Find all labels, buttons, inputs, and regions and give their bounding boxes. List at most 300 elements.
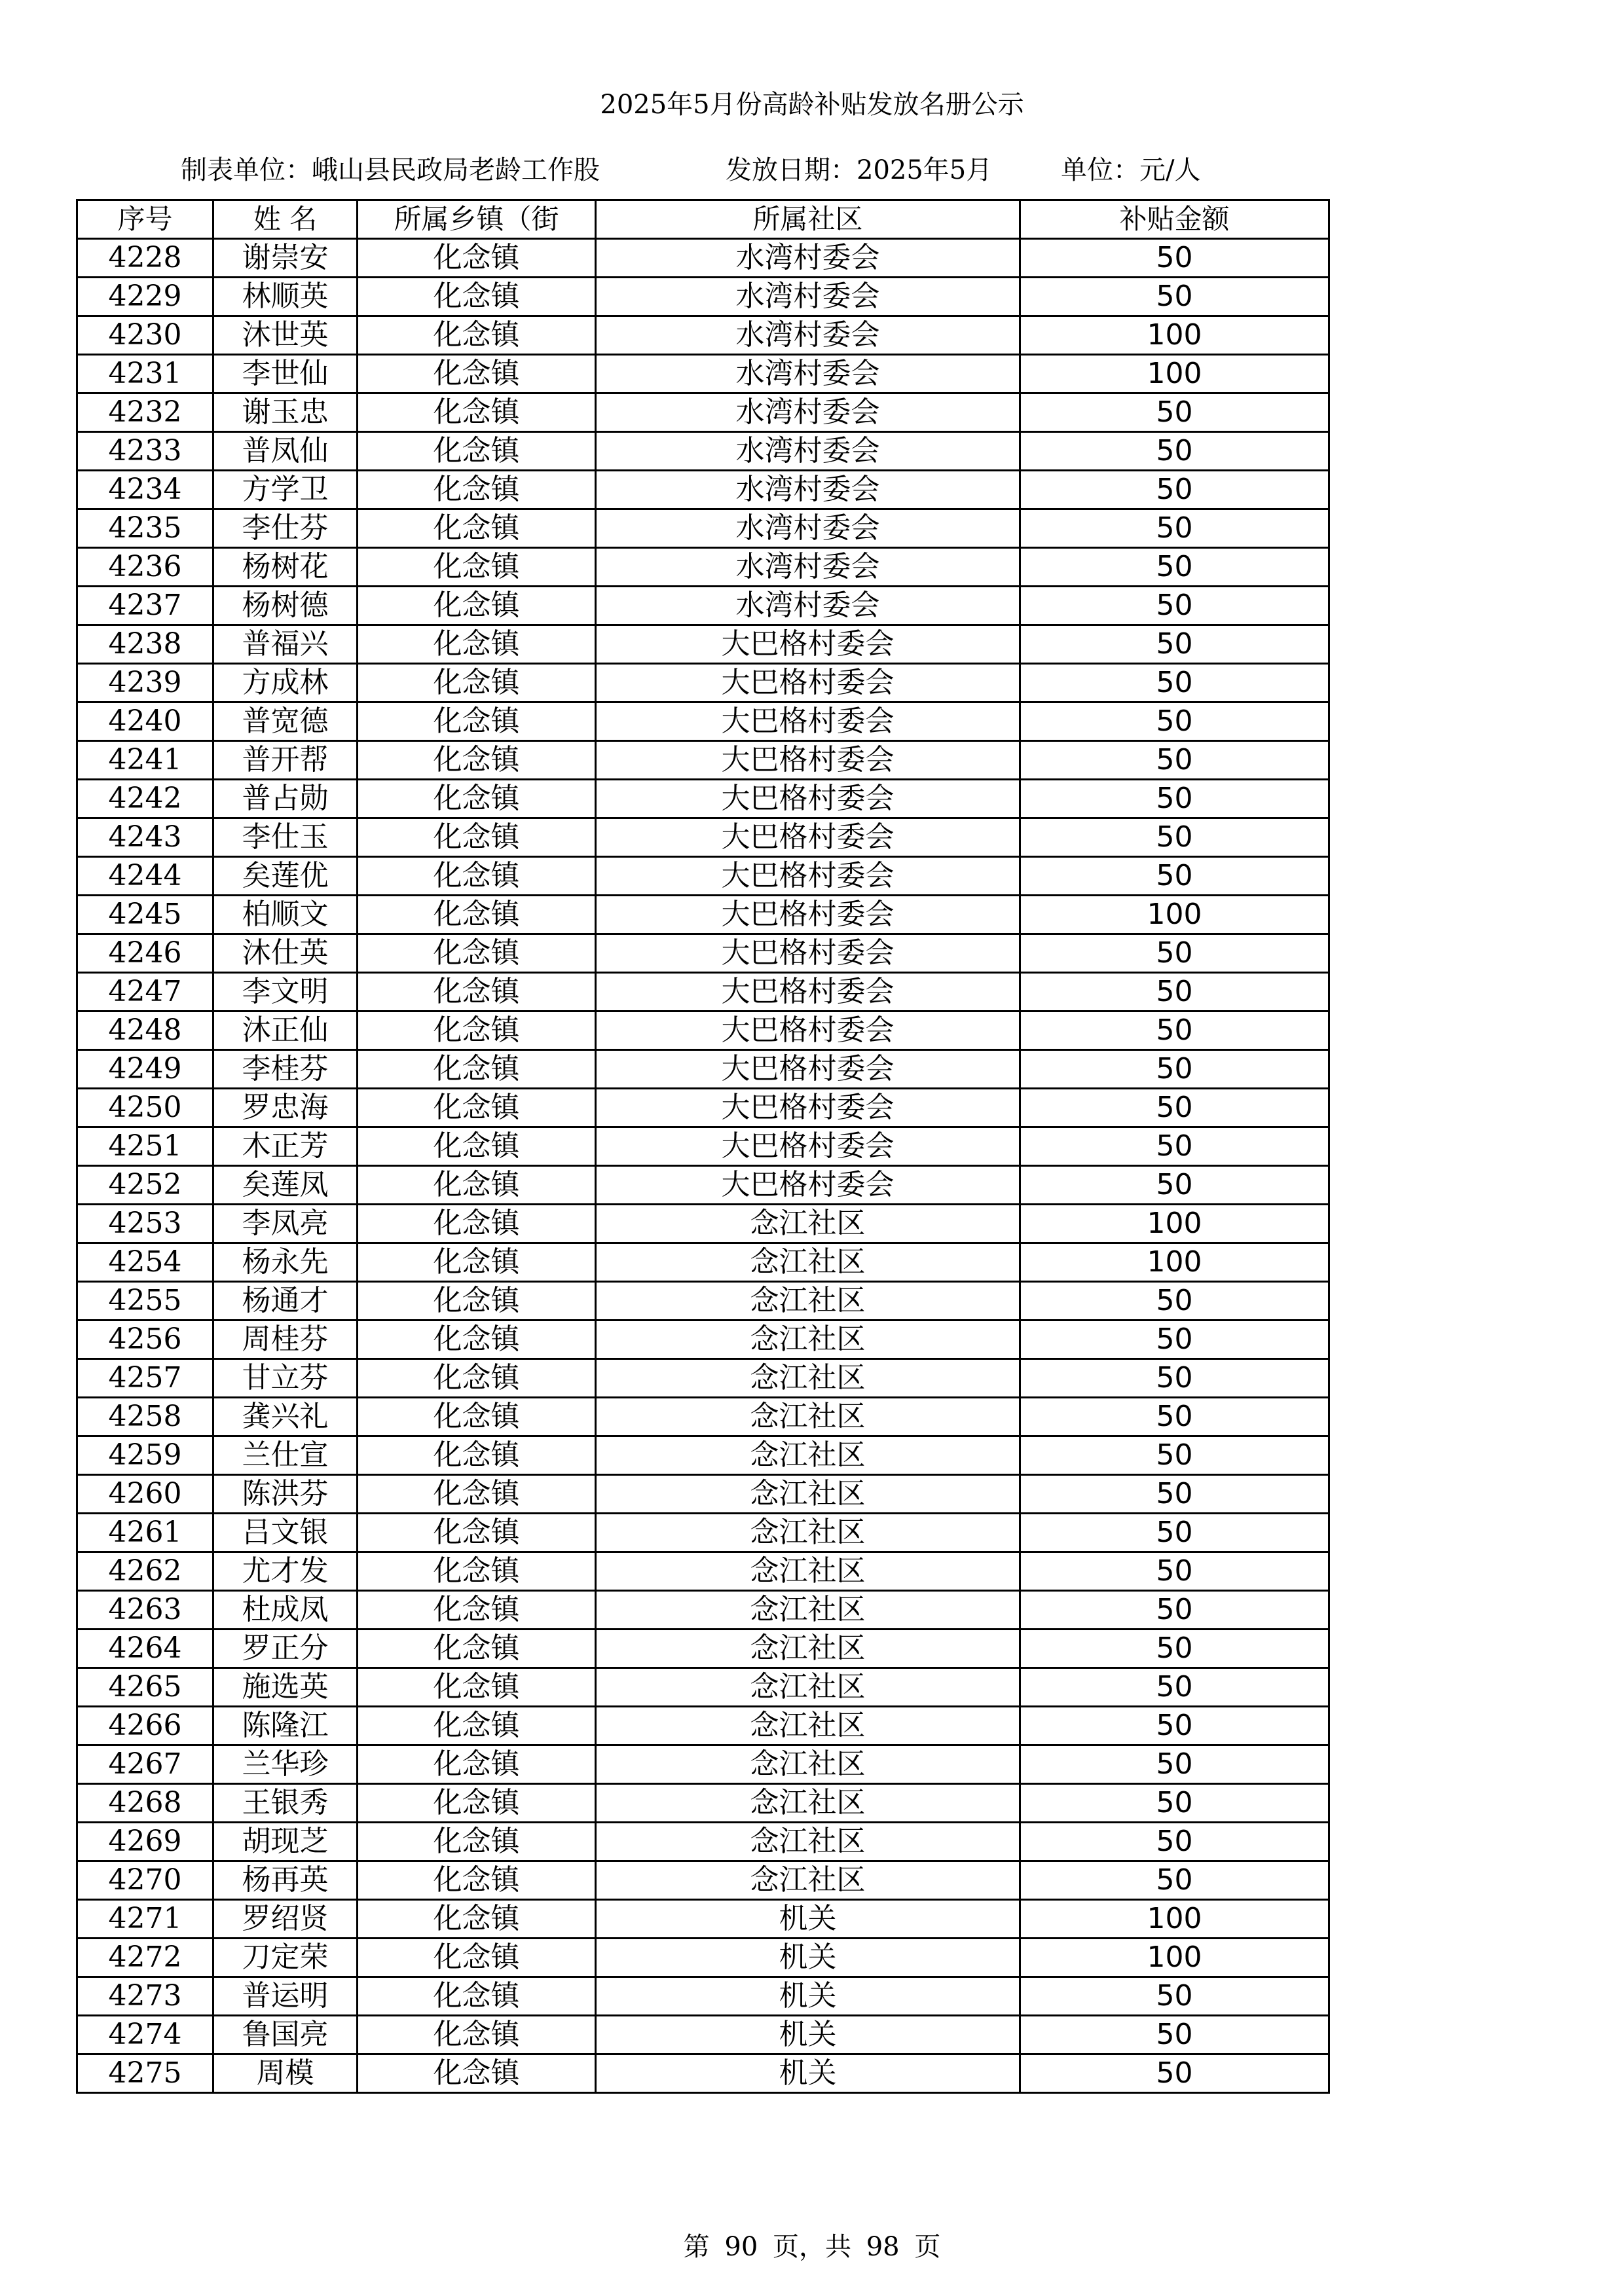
name-cell: 木正芳 — [213, 1127, 358, 1166]
township-cell: 化念镇 — [358, 355, 596, 393]
community-cell: 念江社区 — [596, 1745, 1020, 1784]
header-community: 所属社区 — [596, 200, 1020, 239]
table-row — [77, 393, 1329, 432]
name-cell: 沐仕英 — [213, 934, 358, 973]
name-cell: 龚兴礼 — [213, 1398, 358, 1436]
township-cell: 化念镇 — [358, 1243, 596, 1282]
township-cell: 化念镇 — [358, 934, 596, 973]
serial-number-cell: 4251 — [77, 1127, 213, 1166]
community-cell: 机关 — [596, 1977, 1020, 2016]
subsidy-amount-cell: 50 — [1020, 780, 1329, 818]
subsidy-amount-cell: 100 — [1020, 1939, 1329, 1977]
name-cell: 陈隆江 — [213, 1707, 358, 1745]
table-row — [77, 471, 1329, 509]
serial-number-cell: 4238 — [77, 625, 213, 664]
serial-number-cell: 4271 — [77, 1900, 213, 1939]
name-cell: 普福兴 — [213, 625, 358, 664]
subsidy-amount-cell: 50 — [1020, 1475, 1329, 1514]
community-cell: 念江社区 — [596, 1784, 1020, 1823]
table-row — [77, 973, 1329, 1011]
table-row — [77, 1166, 1329, 1205]
serial-number-cell: 4273 — [77, 1977, 213, 2016]
community-cell: 念江社区 — [596, 1205, 1020, 1243]
table-row — [77, 664, 1329, 702]
name-cell: 周模 — [213, 2054, 358, 2093]
township-cell: 化念镇 — [358, 625, 596, 664]
township-cell: 化念镇 — [358, 1475, 596, 1514]
community-cell: 大巴格村委会 — [596, 973, 1020, 1011]
header-name: 姓 名 — [213, 200, 358, 239]
name-cell: 谢玉忠 — [213, 393, 358, 432]
subsidy-amount-cell: 50 — [1020, 1436, 1329, 1475]
serial-number-cell: 4258 — [77, 1398, 213, 1436]
table-row — [77, 1591, 1329, 1630]
table-row — [77, 587, 1329, 625]
table-row — [77, 278, 1329, 316]
township-cell: 化念镇 — [358, 471, 596, 509]
name-cell: 普开帮 — [213, 741, 358, 780]
community-cell: 大巴格村委会 — [596, 857, 1020, 896]
serial-number-cell: 4235 — [77, 509, 213, 548]
community-cell: 大巴格村委会 — [596, 934, 1020, 973]
serial-number-cell: 4236 — [77, 548, 213, 587]
township-cell: 化念镇 — [358, 1127, 596, 1166]
table-row — [77, 1127, 1329, 1166]
name-cell: 李仕玉 — [213, 818, 358, 857]
table-row — [77, 1243, 1329, 1282]
table-row — [77, 239, 1329, 278]
serial-number-cell: 4269 — [77, 1823, 213, 1861]
subsidy-amount-cell: 50 — [1020, 1977, 1329, 2016]
community-cell: 大巴格村委会 — [596, 896, 1020, 934]
township-cell: 化念镇 — [358, 1939, 596, 1977]
community-cell: 念江社区 — [596, 1823, 1020, 1861]
subsidy-amount-cell: 50 — [1020, 1398, 1329, 1436]
township-cell: 化念镇 — [358, 664, 596, 702]
table-row — [77, 818, 1329, 857]
subsidy-amount-cell: 50 — [1020, 2054, 1329, 2093]
subsidy-amount-cell: 50 — [1020, 278, 1329, 316]
subsidy-amount-cell: 100 — [1020, 1243, 1329, 1282]
name-cell: 陈洪芬 — [213, 1475, 358, 1514]
township-cell: 化念镇 — [358, 1436, 596, 1475]
township-cell: 化念镇 — [358, 1398, 596, 1436]
table-row — [77, 2054, 1329, 2093]
township-cell: 化念镇 — [358, 393, 596, 432]
table-row — [77, 1011, 1329, 1050]
table-row — [77, 509, 1329, 548]
subsidy-amount-cell: 50 — [1020, 1784, 1329, 1823]
community-cell: 念江社区 — [596, 1282, 1020, 1321]
serial-number-cell: 4245 — [77, 896, 213, 934]
name-cell: 杜成凤 — [213, 1591, 358, 1630]
name-cell: 李仕芬 — [213, 509, 358, 548]
subsidy-amount-cell: 100 — [1020, 1900, 1329, 1939]
subsidy-amount-cell: 50 — [1020, 393, 1329, 432]
table-row — [77, 1552, 1329, 1591]
serial-number-cell: 4237 — [77, 587, 213, 625]
name-cell: 普占勋 — [213, 780, 358, 818]
township-cell: 化念镇 — [358, 973, 596, 1011]
serial-number-cell: 4247 — [77, 973, 213, 1011]
subsidy-amount-cell: 50 — [1020, 548, 1329, 587]
name-cell: 周桂芬 — [213, 1321, 358, 1359]
table-row — [77, 702, 1329, 741]
serial-number-cell: 4230 — [77, 316, 213, 355]
subsidy-amount-cell: 50 — [1020, 509, 1329, 548]
name-cell: 鲁国亮 — [213, 2016, 358, 2054]
subsidy-amount-cell: 50 — [1020, 471, 1329, 509]
table-row — [77, 1784, 1329, 1823]
table-row — [77, 857, 1329, 896]
currency-unit: 单位：元/人 — [1061, 155, 1201, 185]
community-cell: 念江社区 — [596, 1630, 1020, 1668]
township-cell: 化念镇 — [358, 278, 596, 316]
community-cell: 机关 — [596, 1939, 1020, 1977]
township-cell: 化念镇 — [358, 780, 596, 818]
table-row — [77, 1475, 1329, 1514]
name-cell: 李凤亮 — [213, 1205, 358, 1243]
serial-number-cell: 4257 — [77, 1359, 213, 1398]
name-cell: 胡现芝 — [213, 1823, 358, 1861]
serial-number-cell: 4228 — [77, 239, 213, 278]
table-row — [77, 780, 1329, 818]
serial-number-cell: 4234 — [77, 471, 213, 509]
township-cell: 化念镇 — [358, 741, 596, 780]
table-row — [77, 1282, 1329, 1321]
serial-number-cell: 4252 — [77, 1166, 213, 1205]
table-row — [77, 1823, 1329, 1861]
table-row — [77, 934, 1329, 973]
table-header-row — [77, 200, 1329, 239]
name-cell: 谢崇安 — [213, 239, 358, 278]
community-cell: 水湾村委会 — [596, 316, 1020, 355]
subsidy-amount-cell: 50 — [1020, 625, 1329, 664]
community-cell: 念江社区 — [596, 1861, 1020, 1900]
name-cell: 沐世英 — [213, 316, 358, 355]
community-cell: 水湾村委会 — [596, 509, 1020, 548]
name-cell: 矣莲优 — [213, 857, 358, 896]
header-township: 所属乡镇（街 — [358, 200, 596, 239]
serial-number-cell: 4239 — [77, 664, 213, 702]
township-cell: 化念镇 — [358, 1166, 596, 1205]
serial-number-cell: 4233 — [77, 432, 213, 471]
table-row — [77, 1745, 1329, 1784]
name-cell: 吕文银 — [213, 1514, 358, 1552]
serial-number-cell: 4246 — [77, 934, 213, 973]
community-cell: 大巴格村委会 — [596, 1089, 1020, 1127]
community-cell: 念江社区 — [596, 1321, 1020, 1359]
township-cell: 化念镇 — [358, 818, 596, 857]
name-cell: 普宽德 — [213, 702, 358, 741]
subsidy-amount-cell: 50 — [1020, 1050, 1329, 1089]
serial-number-cell: 4262 — [77, 1552, 213, 1591]
township-cell: 化念镇 — [358, 1321, 596, 1359]
serial-number-cell: 4253 — [77, 1205, 213, 1243]
township-cell: 化念镇 — [358, 1668, 596, 1707]
community-cell: 水湾村委会 — [596, 587, 1020, 625]
serial-number-cell: 4242 — [77, 780, 213, 818]
township-cell: 化念镇 — [358, 1050, 596, 1089]
header-subsidy-amount: 补贴金额 — [1020, 200, 1329, 239]
community-cell: 机关 — [596, 1900, 1020, 1939]
community-cell: 念江社区 — [596, 1398, 1020, 1436]
community-cell: 大巴格村委会 — [596, 702, 1020, 741]
serial-number-cell: 4255 — [77, 1282, 213, 1321]
subsidy-amount-cell: 50 — [1020, 818, 1329, 857]
community-cell: 水湾村委会 — [596, 471, 1020, 509]
name-cell: 沐正仙 — [213, 1011, 358, 1050]
community-cell: 水湾村委会 — [596, 355, 1020, 393]
table-row — [77, 1939, 1329, 1977]
document-meta — [0, 149, 1624, 191]
name-cell: 李世仙 — [213, 355, 358, 393]
table-row — [77, 1514, 1329, 1552]
township-cell: 化念镇 — [358, 2016, 596, 2054]
community-cell: 水湾村委会 — [596, 432, 1020, 471]
serial-number-cell: 4259 — [77, 1436, 213, 1475]
table-body — [77, 239, 1329, 2093]
community-cell: 大巴格村委会 — [596, 664, 1020, 702]
township-cell: 化念镇 — [358, 1089, 596, 1127]
subsidy-amount-cell: 50 — [1020, 1552, 1329, 1591]
subsidy-amount-cell: 50 — [1020, 702, 1329, 741]
name-cell: 柏顺文 — [213, 896, 358, 934]
township-cell: 化念镇 — [358, 1359, 596, 1398]
township-cell: 化念镇 — [358, 1861, 596, 1900]
serial-number-cell: 4232 — [77, 393, 213, 432]
township-cell: 化念镇 — [358, 702, 596, 741]
serial-number-cell: 4250 — [77, 1089, 213, 1127]
serial-number-cell: 4270 — [77, 1861, 213, 1900]
community-cell: 念江社区 — [596, 1668, 1020, 1707]
table-row — [77, 1205, 1329, 1243]
serial-number-cell: 4254 — [77, 1243, 213, 1282]
serial-number-cell: 4231 — [77, 355, 213, 393]
township-cell: 化念镇 — [358, 1745, 596, 1784]
township-cell: 化念镇 — [358, 1784, 596, 1823]
name-cell: 杨树德 — [213, 587, 358, 625]
community-cell: 水湾村委会 — [596, 239, 1020, 278]
table-row — [77, 316, 1329, 355]
issue-date: 发放日期：2025年5月 — [726, 155, 993, 185]
name-cell: 施选英 — [213, 1668, 358, 1707]
subsidy-amount-cell: 50 — [1020, 1321, 1329, 1359]
table-row — [77, 1900, 1329, 1939]
township-cell: 化念镇 — [358, 432, 596, 471]
township-cell: 化念镇 — [358, 1514, 596, 1552]
subsidy-amount-cell: 50 — [1020, 587, 1329, 625]
township-cell: 化念镇 — [358, 1823, 596, 1861]
table-row — [77, 355, 1329, 393]
township-cell: 化念镇 — [358, 1552, 596, 1591]
serial-number-cell: 4229 — [77, 278, 213, 316]
serial-number-cell: 4241 — [77, 741, 213, 780]
subsidy-amount-cell: 50 — [1020, 1861, 1329, 1900]
community-cell: 念江社区 — [596, 1243, 1020, 1282]
serial-number-cell: 4261 — [77, 1514, 213, 1552]
subsidy-amount-cell: 50 — [1020, 741, 1329, 780]
subsidy-amount-cell: 50 — [1020, 1514, 1329, 1552]
community-cell: 念江社区 — [596, 1359, 1020, 1398]
name-cell: 杨树花 — [213, 548, 358, 587]
township-cell: 化念镇 — [358, 587, 596, 625]
community-cell: 大巴格村委会 — [596, 1166, 1020, 1205]
serial-number-cell: 4248 — [77, 1011, 213, 1050]
serial-number-cell: 4249 — [77, 1050, 213, 1089]
subsidy-amount-cell: 100 — [1020, 896, 1329, 934]
township-cell: 化念镇 — [358, 1205, 596, 1243]
subsidy-amount-cell: 50 — [1020, 857, 1329, 896]
township-cell: 化念镇 — [358, 239, 596, 278]
community-cell: 机关 — [596, 2016, 1020, 2054]
serial-number-cell: 4244 — [77, 857, 213, 896]
township-cell: 化念镇 — [358, 548, 596, 587]
serial-number-cell: 4266 — [77, 1707, 213, 1745]
community-cell: 大巴格村委会 — [596, 1127, 1020, 1166]
name-cell: 甘立芬 — [213, 1359, 358, 1398]
township-cell: 化念镇 — [358, 857, 596, 896]
subsidy-amount-cell: 50 — [1020, 1127, 1329, 1166]
table-row — [77, 1668, 1329, 1707]
table-row — [77, 2016, 1329, 2054]
township-cell: 化念镇 — [358, 1977, 596, 2016]
community-cell: 念江社区 — [596, 1514, 1020, 1552]
serial-number-cell: 4275 — [77, 2054, 213, 2093]
community-cell: 念江社区 — [596, 1436, 1020, 1475]
township-cell: 化念镇 — [358, 1900, 596, 1939]
table-row — [77, 625, 1329, 664]
name-cell: 林顺英 — [213, 278, 358, 316]
issuing-unit: 制表单位：峨山县民政局老龄工作股 — [181, 155, 600, 185]
name-cell: 罗正分 — [213, 1630, 358, 1668]
serial-number-cell: 4256 — [77, 1321, 213, 1359]
table-row — [77, 1977, 1329, 2016]
name-cell: 兰华珍 — [213, 1745, 358, 1784]
subsidy-amount-cell: 50 — [1020, 664, 1329, 702]
subsidy-amount-cell: 50 — [1020, 1668, 1329, 1707]
name-cell: 方成林 — [213, 664, 358, 702]
township-cell: 化念镇 — [358, 896, 596, 934]
name-cell: 杨再英 — [213, 1861, 358, 1900]
table-row — [77, 1861, 1329, 1900]
name-cell: 方学卫 — [213, 471, 358, 509]
community-cell: 水湾村委会 — [596, 393, 1020, 432]
name-cell: 罗忠海 — [213, 1089, 358, 1127]
page-footer: 第 90 页，共 98 页 — [683, 2232, 941, 2262]
table-row — [77, 896, 1329, 934]
community-cell: 大巴格村委会 — [596, 1011, 1020, 1050]
community-cell: 大巴格村委会 — [596, 818, 1020, 857]
township-cell: 化念镇 — [358, 2054, 596, 2093]
name-cell: 刀定荣 — [213, 1939, 358, 1977]
community-cell: 机关 — [596, 2054, 1020, 2093]
name-cell: 普运明 — [213, 1977, 358, 2016]
community-cell: 水湾村委会 — [596, 278, 1020, 316]
subsidy-amount-cell: 50 — [1020, 1630, 1329, 1668]
serial-number-cell: 4243 — [77, 818, 213, 857]
table-row — [77, 1321, 1329, 1359]
subsidy-amount-cell: 50 — [1020, 1823, 1329, 1861]
subsidy-amount-cell: 50 — [1020, 1282, 1329, 1321]
name-cell: 尤才发 — [213, 1552, 358, 1591]
serial-number-cell: 4268 — [77, 1784, 213, 1823]
table-row — [77, 1050, 1329, 1089]
subsidy-amount-cell: 50 — [1020, 934, 1329, 973]
subsidy-roster-table — [76, 199, 1330, 2094]
subsidy-amount-cell: 50 — [1020, 239, 1329, 278]
township-cell: 化念镇 — [358, 316, 596, 355]
township-cell: 化念镇 — [358, 509, 596, 548]
name-cell: 矣莲凤 — [213, 1166, 358, 1205]
community-cell: 念江社区 — [596, 1591, 1020, 1630]
name-cell: 罗绍贤 — [213, 1900, 358, 1939]
subsidy-amount-cell: 50 — [1020, 973, 1329, 1011]
subsidy-amount-cell: 100 — [1020, 1205, 1329, 1243]
table-row — [77, 548, 1329, 587]
subsidy-amount-cell: 50 — [1020, 1166, 1329, 1205]
township-cell: 化念镇 — [358, 1011, 596, 1050]
serial-number-cell: 4265 — [77, 1668, 213, 1707]
table-row — [77, 1398, 1329, 1436]
township-cell: 化念镇 — [358, 1282, 596, 1321]
name-cell: 兰仕宣 — [213, 1436, 358, 1475]
community-cell: 念江社区 — [596, 1475, 1020, 1514]
table-row — [77, 1359, 1329, 1398]
subsidy-amount-cell: 50 — [1020, 1591, 1329, 1630]
name-cell: 王银秀 — [213, 1784, 358, 1823]
table-row — [77, 1707, 1329, 1745]
township-cell: 化念镇 — [358, 1591, 596, 1630]
township-cell: 化念镇 — [358, 1707, 596, 1745]
serial-number-cell: 4274 — [77, 2016, 213, 2054]
header-serial-number: 序号 — [77, 200, 213, 239]
table-row — [77, 1089, 1329, 1127]
name-cell: 李桂芬 — [213, 1050, 358, 1089]
community-cell: 水湾村委会 — [596, 548, 1020, 587]
table-row — [77, 741, 1329, 780]
community-cell: 念江社区 — [596, 1707, 1020, 1745]
subsidy-amount-cell: 50 — [1020, 2016, 1329, 2054]
community-cell: 大巴格村委会 — [596, 1050, 1020, 1089]
name-cell: 杨永先 — [213, 1243, 358, 1282]
subsidy-amount-cell: 50 — [1020, 1011, 1329, 1050]
subsidy-amount-cell: 50 — [1020, 1359, 1329, 1398]
table-row — [77, 432, 1329, 471]
serial-number-cell: 4260 — [77, 1475, 213, 1514]
name-cell: 李文明 — [213, 973, 358, 1011]
serial-number-cell: 4267 — [77, 1745, 213, 1784]
subsidy-amount-cell: 50 — [1020, 1089, 1329, 1127]
table-row — [77, 1436, 1329, 1475]
name-cell: 杨通才 — [213, 1282, 358, 1321]
name-cell: 普凤仙 — [213, 432, 358, 471]
document-title: 2025年5月份高龄补贴发放名册公示 — [600, 90, 1024, 120]
township-cell: 化念镇 — [358, 1630, 596, 1668]
subsidy-amount-cell: 50 — [1020, 432, 1329, 471]
subsidy-amount-cell: 50 — [1020, 1707, 1329, 1745]
serial-number-cell: 4240 — [77, 702, 213, 741]
subsidy-amount-cell: 100 — [1020, 355, 1329, 393]
subsidy-amount-cell: 50 — [1020, 1745, 1329, 1784]
serial-number-cell: 4272 — [77, 1939, 213, 1977]
serial-number-cell: 4263 — [77, 1591, 213, 1630]
subsidy-amount-cell: 100 — [1020, 316, 1329, 355]
community-cell: 大巴格村委会 — [596, 625, 1020, 664]
serial-number-cell: 4264 — [77, 1630, 213, 1668]
community-cell: 大巴格村委会 — [596, 741, 1020, 780]
community-cell: 大巴格村委会 — [596, 780, 1020, 818]
